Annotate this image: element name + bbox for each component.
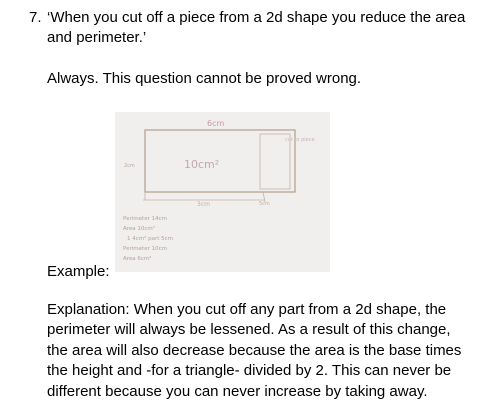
explanation-text: Explanation: When you cut off any part from a 2d shape, the perimeter will always be lessened. As a result of this change, the area will also decrease because the area is the base times the height and -for a triangle- divided by 2. This can never be different because you can never increase by taking away. bbox=[47, 301, 462, 400]
bottom-right-label: 5cm bbox=[259, 201, 270, 207]
answer-text: Always. This question cannot be proved wrong. bbox=[47, 70, 362, 87]
note-area-2: Area 6cm² bbox=[123, 256, 152, 262]
question-number: 7. bbox=[29, 9, 42, 26]
area-label: 10cm² bbox=[184, 158, 220, 171]
left-dimension-label: 2cm bbox=[124, 163, 135, 169]
bottom-dimension-label: 3cm bbox=[197, 201, 210, 208]
rectangle-sketch bbox=[115, 112, 330, 272]
note-perimeter-1: Perimeter 14cm bbox=[123, 216, 167, 222]
question-text: ‘When you cut off a piece from a 2d shape you reduce the area and perimeter.’ bbox=[47, 9, 466, 46]
example-label: Example: bbox=[47, 263, 110, 280]
note-area-1: Area 10cm² bbox=[123, 226, 155, 232]
handwritten-diagram-photo bbox=[115, 112, 330, 272]
note-cut: 1 4cm² part 5cm bbox=[127, 236, 173, 242]
note-perimeter-2: Perimeter 10cm bbox=[123, 246, 167, 252]
top-dimension-label: 6cm bbox=[207, 119, 225, 128]
cut-note-label: cut to piece bbox=[285, 137, 315, 143]
